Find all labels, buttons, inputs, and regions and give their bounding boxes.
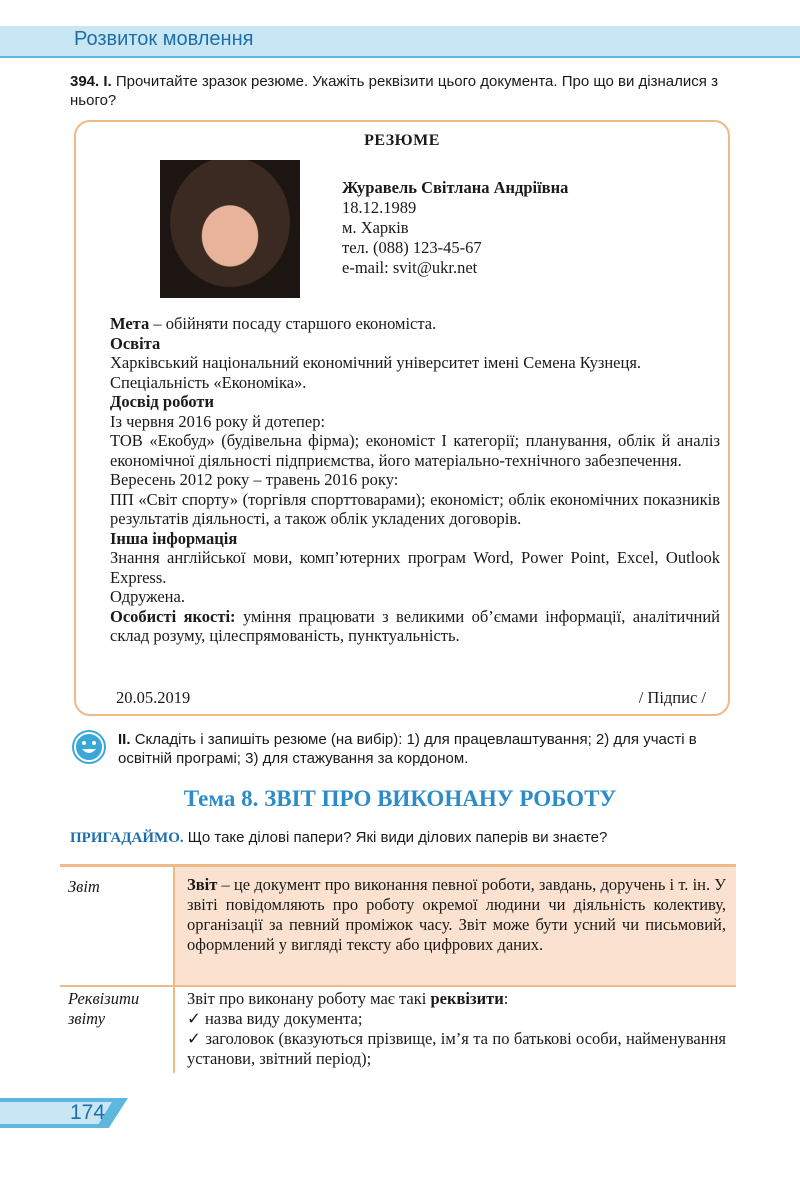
other-label: Інша інформація bbox=[110, 528, 238, 548]
topic-title: Тема 8. ЗВІТ ПРО ВИКОНАНУ РОБОТУ bbox=[183, 786, 617, 811]
goal-label: Мета bbox=[110, 314, 150, 333]
resume-city: м. Харків bbox=[342, 218, 409, 237]
edu-text: Харківський національний економічний університет імені Семена Кузнеця. bbox=[110, 353, 642, 372]
specialty: Спеціальність «Економіка». bbox=[110, 372, 307, 392]
table-row1-label-cell bbox=[60, 867, 173, 985]
task-text: Прочитайте зразок резюме. Укажіть реквізити цього документа. Про що ви дізналися з нього? bbox=[70, 73, 718, 109]
row1-text: – це документ про виконання певної роботи, завдань, доручень і т. ін. У звіті повідомляють про роботу окремої людини чи діяльність колективу, організації за певний проміжок часу. Звіт може бути усний чи письмовий, оформлений у вигляді тексту або цифрових даних. bbox=[187, 875, 726, 954]
remember-text: Що таке ділові папери? Які види ділових паперів ви знаєте? bbox=[183, 829, 608, 846]
remember-line bbox=[70, 829, 607, 847]
resume-sample bbox=[74, 120, 730, 716]
exp-label: Досвід роботи bbox=[110, 392, 214, 411]
task2-text: Складіть і запишіть резюме (на вибір): 1) для працевлаштування; 2) для участі в освітній програмі; 3) для стажування за кордоном. bbox=[118, 731, 697, 767]
married: Одружена. bbox=[110, 587, 185, 606]
task-number: 394. І. bbox=[70, 73, 112, 90]
remember-label: ПРИГАДАЙМО. bbox=[70, 830, 184, 846]
row1-term: Звіт bbox=[187, 875, 218, 894]
row2-intro: Звіт про виконану роботу має такі bbox=[187, 989, 431, 1008]
exp2-period: Вересень 2012 року – травень 2016 року: bbox=[110, 470, 399, 489]
smile-icon bbox=[72, 730, 106, 764]
goal-text: – обійняти посаду старшого економіста. bbox=[149, 314, 437, 333]
exp1-period: Із червня 2016 року й дотепер: bbox=[110, 411, 326, 431]
resume-date: 20.05.2019 bbox=[116, 688, 191, 707]
table-row2-content: Звіт про виконану роботу має такі реквізити: ✓ назва виду документа; ✓ заголовок (вказуються прізвище, ім’я та по батькові особи, найменування установи, звітний період); bbox=[173, 987, 736, 1073]
other-text: Знання англійської мови, комп’ютерних програм Word, Power Point, Excel, Outlook Express. bbox=[110, 548, 720, 587]
resume-email: e-mail: svit@ukr.net bbox=[342, 258, 478, 277]
edu-label: Освіта bbox=[110, 333, 161, 353]
task2-number: ІІ. bbox=[118, 731, 131, 748]
resume-name: Журавель Світлана Андріївна bbox=[342, 178, 569, 197]
qual-label: Особисті якості: bbox=[110, 606, 236, 626]
resume-signature: / Підпис / bbox=[638, 688, 706, 707]
table-row2-label-cell bbox=[60, 987, 170, 1029]
row2-label: Реквізити звіту bbox=[68, 989, 140, 1028]
checkmark-icon: ✓ bbox=[187, 1029, 206, 1048]
section-title: Розвиток мовлення bbox=[74, 28, 254, 50]
qual-text: уміння працювати з великими об’ємами інформації, аналітичний склад розуму, цілеспрямованість, пунктуальність. bbox=[110, 606, 720, 645]
resume-contact bbox=[342, 178, 568, 278]
row2-item1: назва виду документа; bbox=[204, 1009, 363, 1028]
task-2 bbox=[118, 730, 738, 768]
row1-label: Звіт bbox=[68, 877, 100, 896]
table-row1-content bbox=[173, 867, 736, 985]
row2-intro-bold: реквізити bbox=[430, 989, 504, 1008]
exp2-text: ПП «Світ спорту» (торгівля спорттоварами); економіст; облік економічних показників результатів діяльності, а також облік укладених договорів. bbox=[110, 489, 720, 528]
resume-photo bbox=[160, 160, 300, 298]
resume-title: РЕЗЮМЕ bbox=[364, 132, 440, 149]
resume-phone: тел. (088) 123-45-67 bbox=[342, 238, 482, 257]
page-number: 174 bbox=[70, 1101, 106, 1124]
row2-item2: заголовок (вказуються прізвище, ім’я та по батькові особи, найменування установи, звітний період); bbox=[187, 1029, 726, 1068]
exp1-text: ТОВ «Екобуд» (будівельна фірма); економіст І категорії; планування, облік й аналіз економічної діяльності підприємства, його матеріально-технічного забезпечення. bbox=[110, 431, 720, 470]
resume-body bbox=[110, 314, 720, 646]
task-394 bbox=[70, 72, 740, 110]
resume-birth: 18.12.1989 bbox=[342, 198, 417, 217]
checkmark-icon: ✓ bbox=[187, 1009, 205, 1028]
